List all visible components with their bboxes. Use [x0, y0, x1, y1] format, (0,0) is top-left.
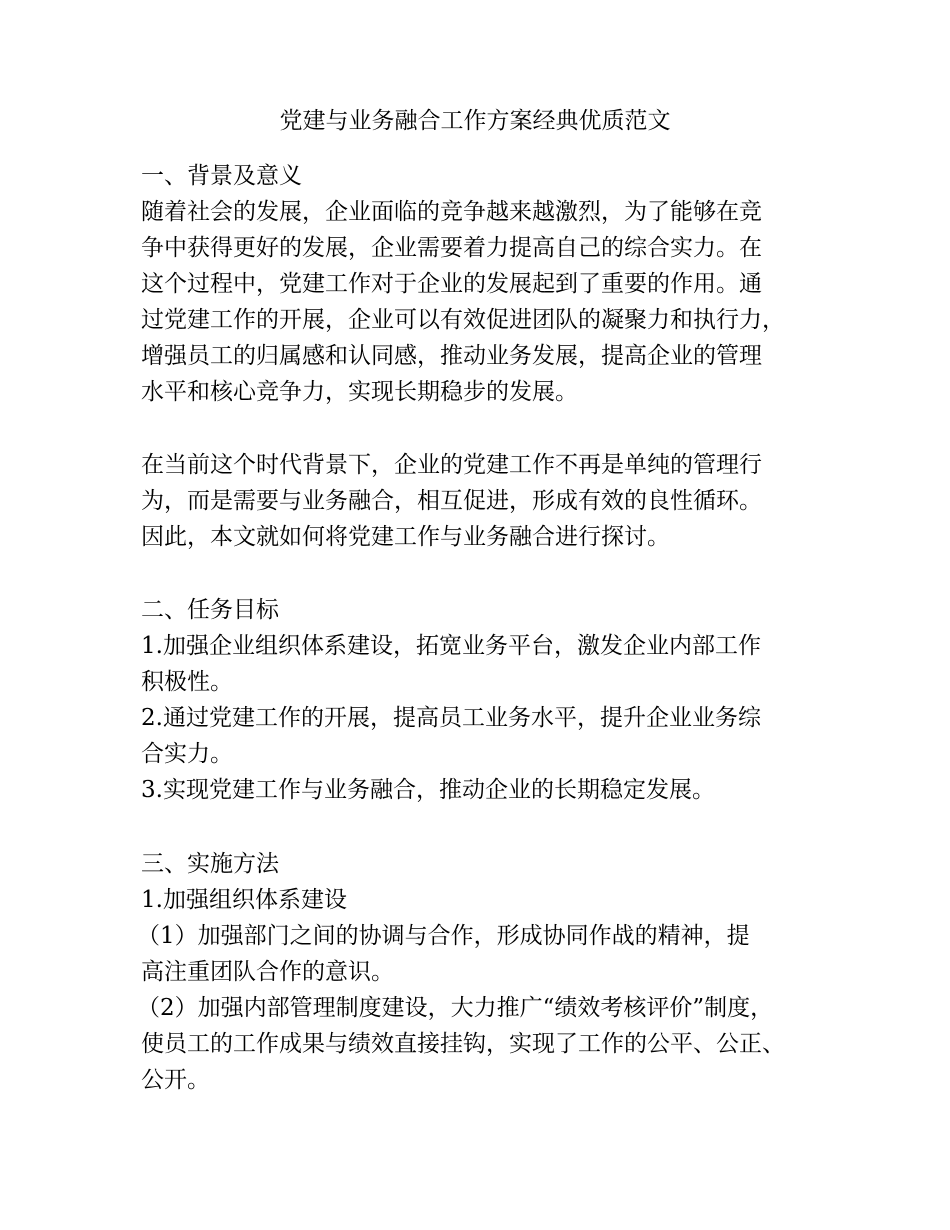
paragraph-line: 水平和核心竞争力，实现长期稳步的发展。 [141, 379, 578, 405]
list-item-line: 合实力。 [141, 741, 233, 767]
paragraph-line: 在当前这个时代背景下，企业的党建工作不再是单纯的管理行 [141, 452, 762, 478]
section-heading-background: 一、背景及意义 [141, 163, 302, 189]
list-item-line: （1）加强部门之间的协调与合作，形成协同作战的精神，提 [137, 923, 750, 949]
section-heading-goals: 二、任务目标 [141, 597, 279, 623]
paragraph-line: 因此，本文就如何将党建工作与业务融合进行探讨。 [141, 524, 670, 550]
list-item-line: 高注重团队合作的意识。 [141, 959, 394, 985]
paragraph-line: 增强员工的归属感和认同感，推动业务发展，提高企业的管理 [141, 343, 762, 369]
paragraph-line: 过党建工作的开展，企业可以有效促进团队的凝聚力和执行力， [141, 307, 785, 333]
list-item-line: 1.加强企业组织体系建设，拓宽业务平台，激发企业内部工作 [141, 633, 761, 659]
list-item-line: 2.通过党建工作的开展，提高员工业务水平，提升企业业务综 [141, 705, 761, 731]
paragraph-line: 为，而是需要与业务融合，相互促进，形成有效的良性循环。 [141, 488, 762, 514]
paragraph-line: 这个过程中，党建工作对于企业的发展起到了重要的作用。通 [141, 271, 762, 297]
list-item-line: 积极性。 [141, 669, 233, 695]
document-title: 党建与业务融合工作方案经典优质范文 [279, 108, 671, 134]
paragraph-line: 随着社会的发展，企业面临的竞争越来越激烈，为了能够在竞 [141, 199, 762, 225]
section-heading-methods: 三、实施方法 [141, 851, 279, 877]
list-item-line: 3.实现党建工作与业务融合，推动企业的长期稳定发展。 [141, 777, 715, 803]
list-item-line: （2）加强内部管理制度建设，大力推广“绩效考核评价”制度， [137, 995, 774, 1021]
list-item-line: 使员工的工作成果与绩效直接挂钩，实现了工作的公平、公正、 [141, 1031, 785, 1057]
paragraph-line: 争中获得更好的发展，企业需要着力提高自己的综合实力。在 [141, 235, 762, 261]
subsection-heading: 1.加强组织体系建设 [141, 887, 347, 913]
list-item-line: 公开。 [141, 1067, 210, 1093]
